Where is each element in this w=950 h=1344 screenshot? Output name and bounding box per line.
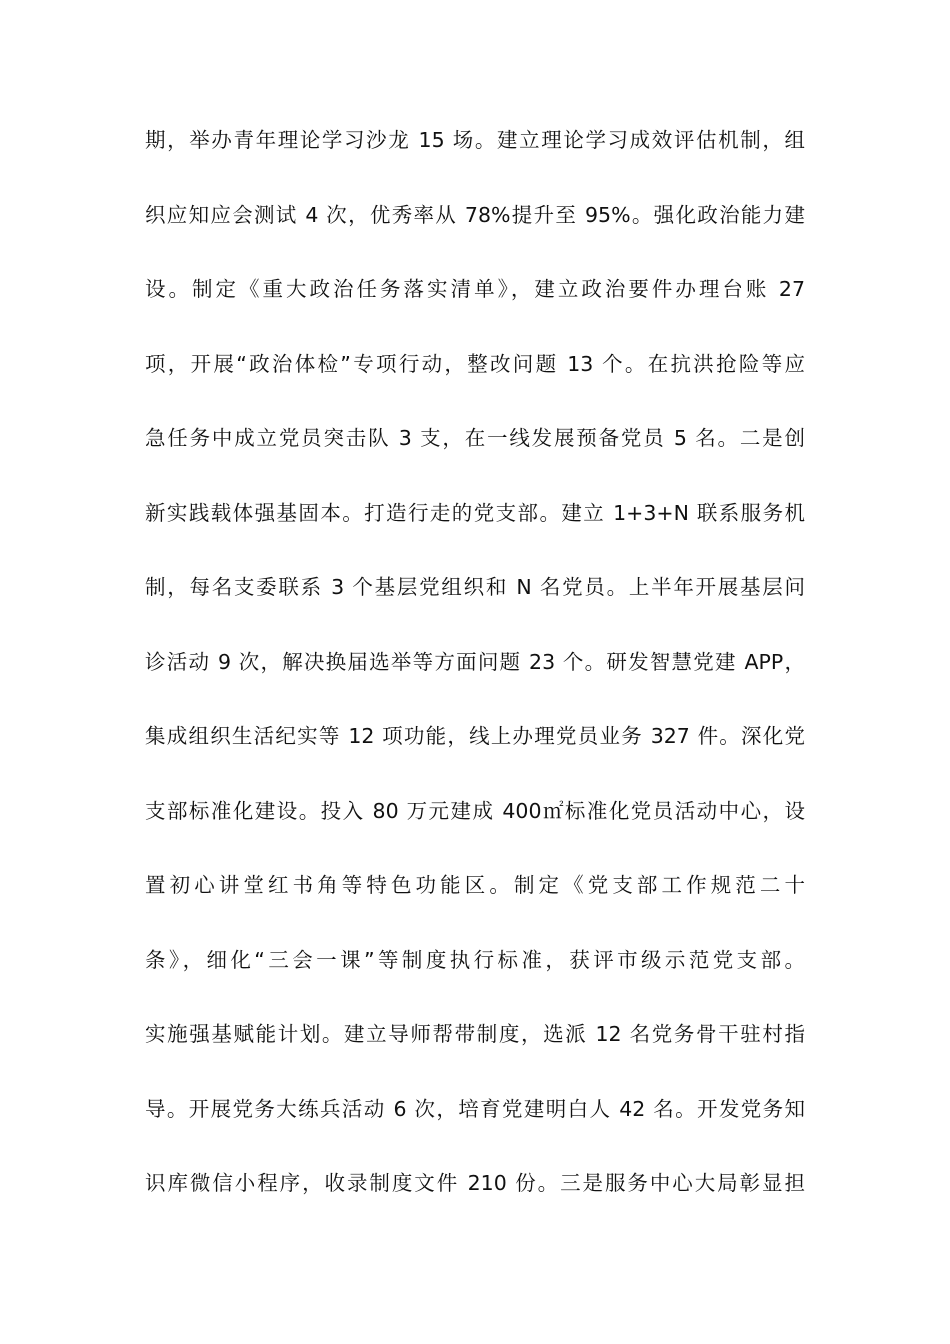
text-line-7: 制，每名支委联系 3 个基层党组织和 N 名党员。上半年开展基层问	[145, 575, 805, 599]
text-line-9: 集成组织生活纪实等 12 项功能，线上办理党员业务 327 件。深化党	[145, 724, 805, 748]
text-line-12: 条》，细化“三会一课”等制度执行标准，获评市级示范党支部。	[145, 947, 805, 972]
text-line-1: 期，举办青年理论学习沙龙 15 场。建立理论学习成效评估机制，组	[145, 128, 805, 152]
text-line-6: 新实践载体强基固本。打造行走的党支部。建立 1+3+N 联系服务机	[145, 500, 805, 525]
text-line-3: 设。制定《重大政治任务落实清单》，建立政治要件办理台账 27	[145, 277, 805, 301]
text-line-13: 实施强基赋能计划。建立导师帮带制度，选派 12 名党务骨干驻村指	[145, 1022, 805, 1046]
body-text	[145, 121, 805, 1239]
text-line-15: 识库微信小程序，收录制度文件 210 份。三是服务中心大局彰显担	[145, 1171, 805, 1195]
text-line-11: 置初心讲堂红书角等特色功能区。制定《党支部工作规范二十	[145, 873, 805, 897]
text-line-4: 项，开展“政治体检”专项行动，整改问题 13 个。在抗洪抢险等应	[145, 351, 805, 376]
text-line-14: 导。开展党务大练兵活动 6 次，培育党建明白人 42 名。开发党务知	[145, 1096, 805, 1121]
text-line-2: 织应知应会测试 4 次，优秀率从 78%提升至 95%。强化政治能力建	[145, 202, 805, 227]
text-line-5: 急任务中成立党员突击队 3 支，在一线发展预备党员 5 名。二是创	[145, 426, 805, 450]
text-line-10: 支部标准化建设。投入 80 万元建成 400㎡标准化党员活动中心，设	[145, 798, 805, 823]
text-line-8: 诊活动 9 次，解决换届选举等方面问题 23 个。研发智慧党建 APP，	[145, 649, 805, 674]
